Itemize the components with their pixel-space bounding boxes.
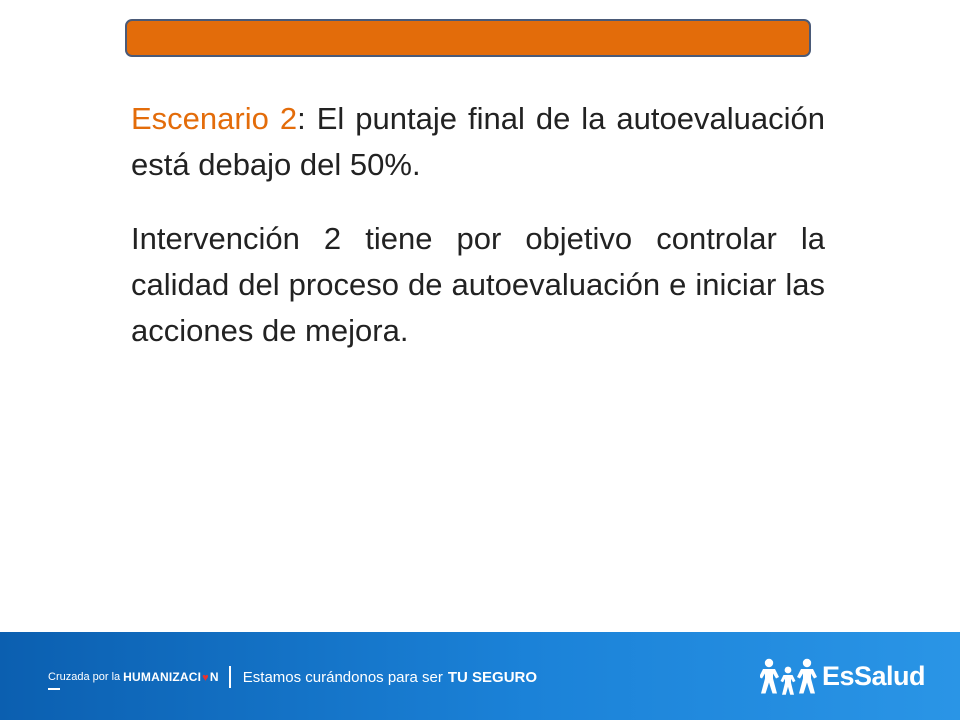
- footer-tagline: Estamos curándonos para ser: [242, 668, 443, 686]
- heart-icon: ♥: [202, 672, 209, 684]
- scenario-paragraph: [131, 96, 825, 188]
- slogan-underline: [48, 688, 60, 690]
- campaign-slogan: [48, 666, 537, 688]
- family-figures-icon: [760, 656, 818, 696]
- scenario-label: Escenario 2: [131, 101, 298, 136]
- campaign-prefix: Cruzada por la: [48, 671, 121, 683]
- intervention-paragraph: Intervención 2 tiene por objetivo controlar la calidad del proceso de autoevaluación e iniciar las acciones de mejora.: [131, 221, 825, 348]
- slide-content: [131, 96, 825, 354]
- campaign-name-start: HUMANIZACI: [123, 670, 202, 684]
- scenario-text: : El puntaje final de la autoevaluación está debajo del 50%.: [131, 101, 825, 182]
- logo-text: EsSalud: [822, 660, 926, 691]
- essalud-logo: [760, 654, 925, 698]
- footer-tagline-bold: TU SEGURO: [447, 668, 538, 686]
- campaign-name-end: N: [209, 670, 219, 684]
- campaign-name: [123, 670, 219, 684]
- footer-banner: [0, 632, 960, 720]
- title-bar: [125, 19, 811, 57]
- footer-divider: [229, 666, 231, 688]
